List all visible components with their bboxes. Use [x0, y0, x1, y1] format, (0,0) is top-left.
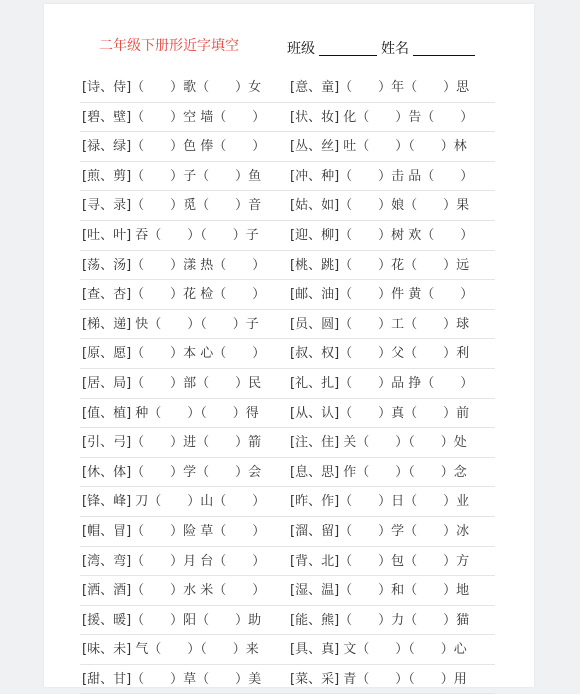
exercise-item-left: [值、植] 种（ ）（ ）得 [82, 405, 259, 421]
exercise-item-left: [吐、叶] 吞（ ）（ ）子 [82, 227, 259, 243]
exercise-item-right: [背、北]（ ）包（ ）方 [290, 553, 470, 569]
exercise-row [80, 547, 495, 577]
exercise-item-left: [禄、绿]（ ）色 俸（ ） [82, 139, 266, 155]
exercise-row [80, 339, 495, 369]
name-label: 姓名 [381, 41, 409, 57]
exercise-item-left: [原、愿]（ ）本 心（ ） [82, 346, 266, 362]
exercise-item-right: [桃、跳]（ ）花（ ）远 [290, 257, 470, 273]
exercise-item-left: [锋、峰] 刀（ ）山（ ） [82, 494, 266, 510]
exercise-item-right: [湿、温]（ ）和（ ）地 [290, 583, 470, 599]
exercise-row [80, 369, 495, 399]
exercise-row [80, 132, 495, 162]
exercise-item-left: [查、杏]（ ）花 检（ ） [82, 287, 266, 303]
exercise-row [80, 73, 495, 103]
exercise-row [80, 635, 495, 665]
exercise-item-right: [叔、权]（ ）父（ ）利 [290, 346, 470, 362]
exercise-item-left: [湾、弯]（ ）月 台（ ） [82, 553, 266, 569]
exercise-row [80, 221, 495, 251]
exercise-item-right: [菜、采] 青（ ）（ ）用 [290, 671, 467, 687]
exercise-row [80, 310, 495, 340]
exercise-row [80, 428, 495, 458]
exercise-row [80, 103, 495, 133]
exercise-item-left: [诗、侍]（ ）歌（ ）女 [82, 80, 262, 95]
exercise-row [80, 665, 495, 694]
exercise-item-right: [状、妆] 化（ ）告（ ） [290, 109, 474, 125]
exercise-item-right: [礼、扎]（ ）品 挣（ ） [290, 375, 474, 391]
exercise-item-left: [碧、壁]（ ）空 墙（ ） [82, 109, 266, 125]
name-blank [413, 41, 475, 56]
exercise-item-right: [意、童]（ ）年（ ）思 [290, 80, 470, 95]
exercise-row [80, 280, 495, 310]
exercise-item-left: [寻、录]（ ）觅（ ）音 [82, 198, 262, 214]
exercise-item-right: [冲、种]（ ）击 品（ ） [290, 168, 474, 184]
exercise-row [80, 576, 495, 606]
worksheet-title: 二年级下册形近字填空 [99, 38, 239, 54]
exercise-item-right: [迎、柳]（ ）树 欢（ ） [290, 227, 474, 243]
exercise-item-left: [梯、递] 快（ ）（ ）子 [82, 316, 259, 332]
exercise-item-right: [员、圆]（ ）工（ ）球 [290, 316, 470, 332]
exercise-item-left: [休、体]（ ）学（ ）会 [82, 464, 262, 480]
exercise-item-right: [具、真] 文（ ）（ ）心 [290, 642, 467, 658]
exercise-row [80, 487, 495, 517]
exercise-item-left: [援、暖]（ ）阳（ ）助 [82, 612, 262, 628]
exercise-row [80, 399, 495, 429]
exercise-item-left: [煎、剪]（ ）子（ ）鱼 [82, 168, 262, 184]
exercise-row [80, 458, 495, 488]
exercise-row [80, 191, 495, 221]
exercise-row [80, 517, 495, 547]
exercise-item-left: [洒、酒]（ ）水 米（ ） [82, 583, 266, 599]
exercise-item-left: [甜、甘]（ ）草（ ）美 [82, 671, 262, 687]
exercise-list [80, 73, 495, 694]
exercise-row [80, 162, 495, 192]
exercise-item-right: [邮、油]（ ）件 黄（ ） [290, 287, 474, 303]
exercise-item-left: [荡、汤]（ ）漾 热（ ） [82, 257, 266, 273]
worksheet-page [44, 4, 534, 687]
student-info [287, 38, 475, 58]
exercise-item-left: [居、局]（ ）部（ ）民 [82, 375, 262, 391]
exercise-item-right: [息、思] 作（ ）（ ）念 [290, 464, 467, 480]
exercise-item-left: [帽、冒]（ ）险 草（ ） [82, 523, 266, 539]
class-blank [319, 41, 377, 56]
exercise-item-left: [引、弓]（ ）进（ ）箭 [82, 435, 262, 451]
exercise-row [80, 606, 495, 636]
exercise-item-right: [注、住] 关（ ）（ ）处 [290, 435, 467, 451]
exercise-row [80, 251, 495, 281]
exercise-item-right: [昨、作]（ ）日（ ）业 [290, 494, 470, 510]
exercise-item-right: [能、熊]（ ）力（ ）猫 [290, 612, 470, 628]
exercise-item-right: [溜、留]（ ）学（ ）冰 [290, 523, 470, 539]
class-label: 班级 [287, 41, 315, 57]
exercise-item-right: [丛、丝] 吐（ ）（ ）林 [290, 139, 467, 155]
exercise-item-left: [味、未] 气（ ）（ ）来 [82, 642, 259, 658]
exercise-item-right: [从、认]（ ）真（ ）前 [290, 405, 470, 421]
exercise-item-right: [姑、如]（ ）娘（ ）果 [290, 198, 470, 214]
